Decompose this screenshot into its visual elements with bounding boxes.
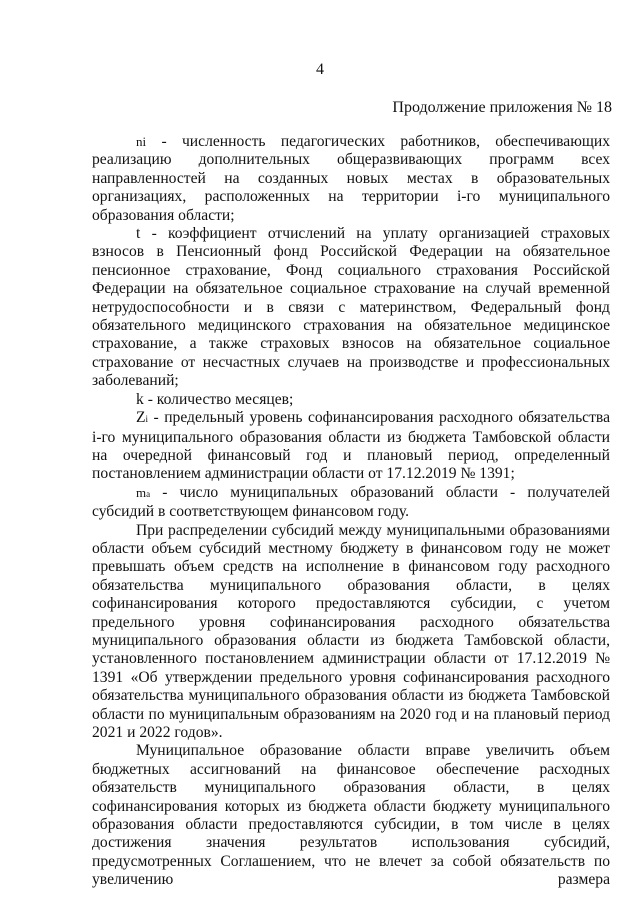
symbol-m: m xyxy=(136,484,147,500)
paragraph-text: - численность педагогических работников, обеспечивающих реализацию дополнительных общеразвивающих программ всех направленностей на созданных новых местах в образовательных организациях, расположенных на территории i-го муниципального образования области; xyxy=(92,133,610,224)
paragraph-text: - количество месяцев; xyxy=(143,390,294,408)
symbol-ni: ni xyxy=(136,134,147,149)
paragraph-k-definition xyxy=(92,391,610,409)
paragraph-subsidy-distribution: При распределении субсидий между муниципальными образованиями области объем субсидий местному бюджету в финансовом году не может превышать объем средств на исполнение в финансовом году расходного обязательства муниципального образования области, в целях софинансирования которого предоставляются субсидии, с учетом предельного уровня софинансирования расходного обязательства муниципального образования области из бюджета Тамбовской области, установленного постановлением администрации области от 17.12.2019 № 1391 «Об утверждении предельного уровня софинансирования расходного обязательства муниципального образования области из бюджета Тамбовской области по муниципальным образованиям на 2020 год и на плановый период 2021 и 2022 годов». xyxy=(92,521,610,741)
symbol-m-subscript: a xyxy=(146,488,151,499)
page-number: 4 xyxy=(316,61,324,78)
paragraph-budget-increase: Муниципальное образование области вправе увеличить объем бюджетных ассигнований на финансовое обеспечение расходных обязательств муниципального образования области, в целях софинансирования которых из бюджета области бюджету муниципального образования области предоставляются субсидии, в том числе в целях достижения значения результатов использования субсидий, предусмотренных Соглашением, что не влечет за собой обязательств по увеличению размера xyxy=(92,742,610,889)
symbol-z: Z xyxy=(136,409,146,427)
document-body xyxy=(92,133,610,890)
paragraph-text: - коэффициент отчислений на уплату организацией страховых взносов в Пенсионный фонд Российской Федерации на обязательное пенсионное страхование, Фонд социального страхования Российской Федерации на обязательное социальное страхование на случай временной нетрудоспособности и в связи с материнством, Федеральный фонд обязательного медицинского страхования на обязательное медицинское страхование, а также страховых взносов на обязательное социальное страхование от несчастных случаев на производстве и профессиональных заболеваний; xyxy=(92,225,610,390)
paragraph-t-definition xyxy=(92,225,610,391)
paragraph-zi-definition xyxy=(92,409,610,484)
symbol-z-subscript: i xyxy=(145,414,149,425)
symbol-t: t xyxy=(136,225,141,243)
paragraph-ma-definition xyxy=(92,484,610,522)
paragraph-text: - предельный уровень софинансирования расходного обязательства i-го муниципального образования области из бюджета Тамбовской области на очередной финансовый год и плановый период, определенный постановлением администрации области от 17.12.2019 № 1391; xyxy=(92,409,610,483)
paragraph-ni-definition xyxy=(92,133,610,225)
appendix-continuation-note: Продолжение приложения № 18 xyxy=(392,99,612,116)
symbol-k: k xyxy=(136,390,144,408)
paragraph-text: - число муниципальных образований области - получателей субсидий в соответствующем финансовом году. xyxy=(92,483,610,521)
